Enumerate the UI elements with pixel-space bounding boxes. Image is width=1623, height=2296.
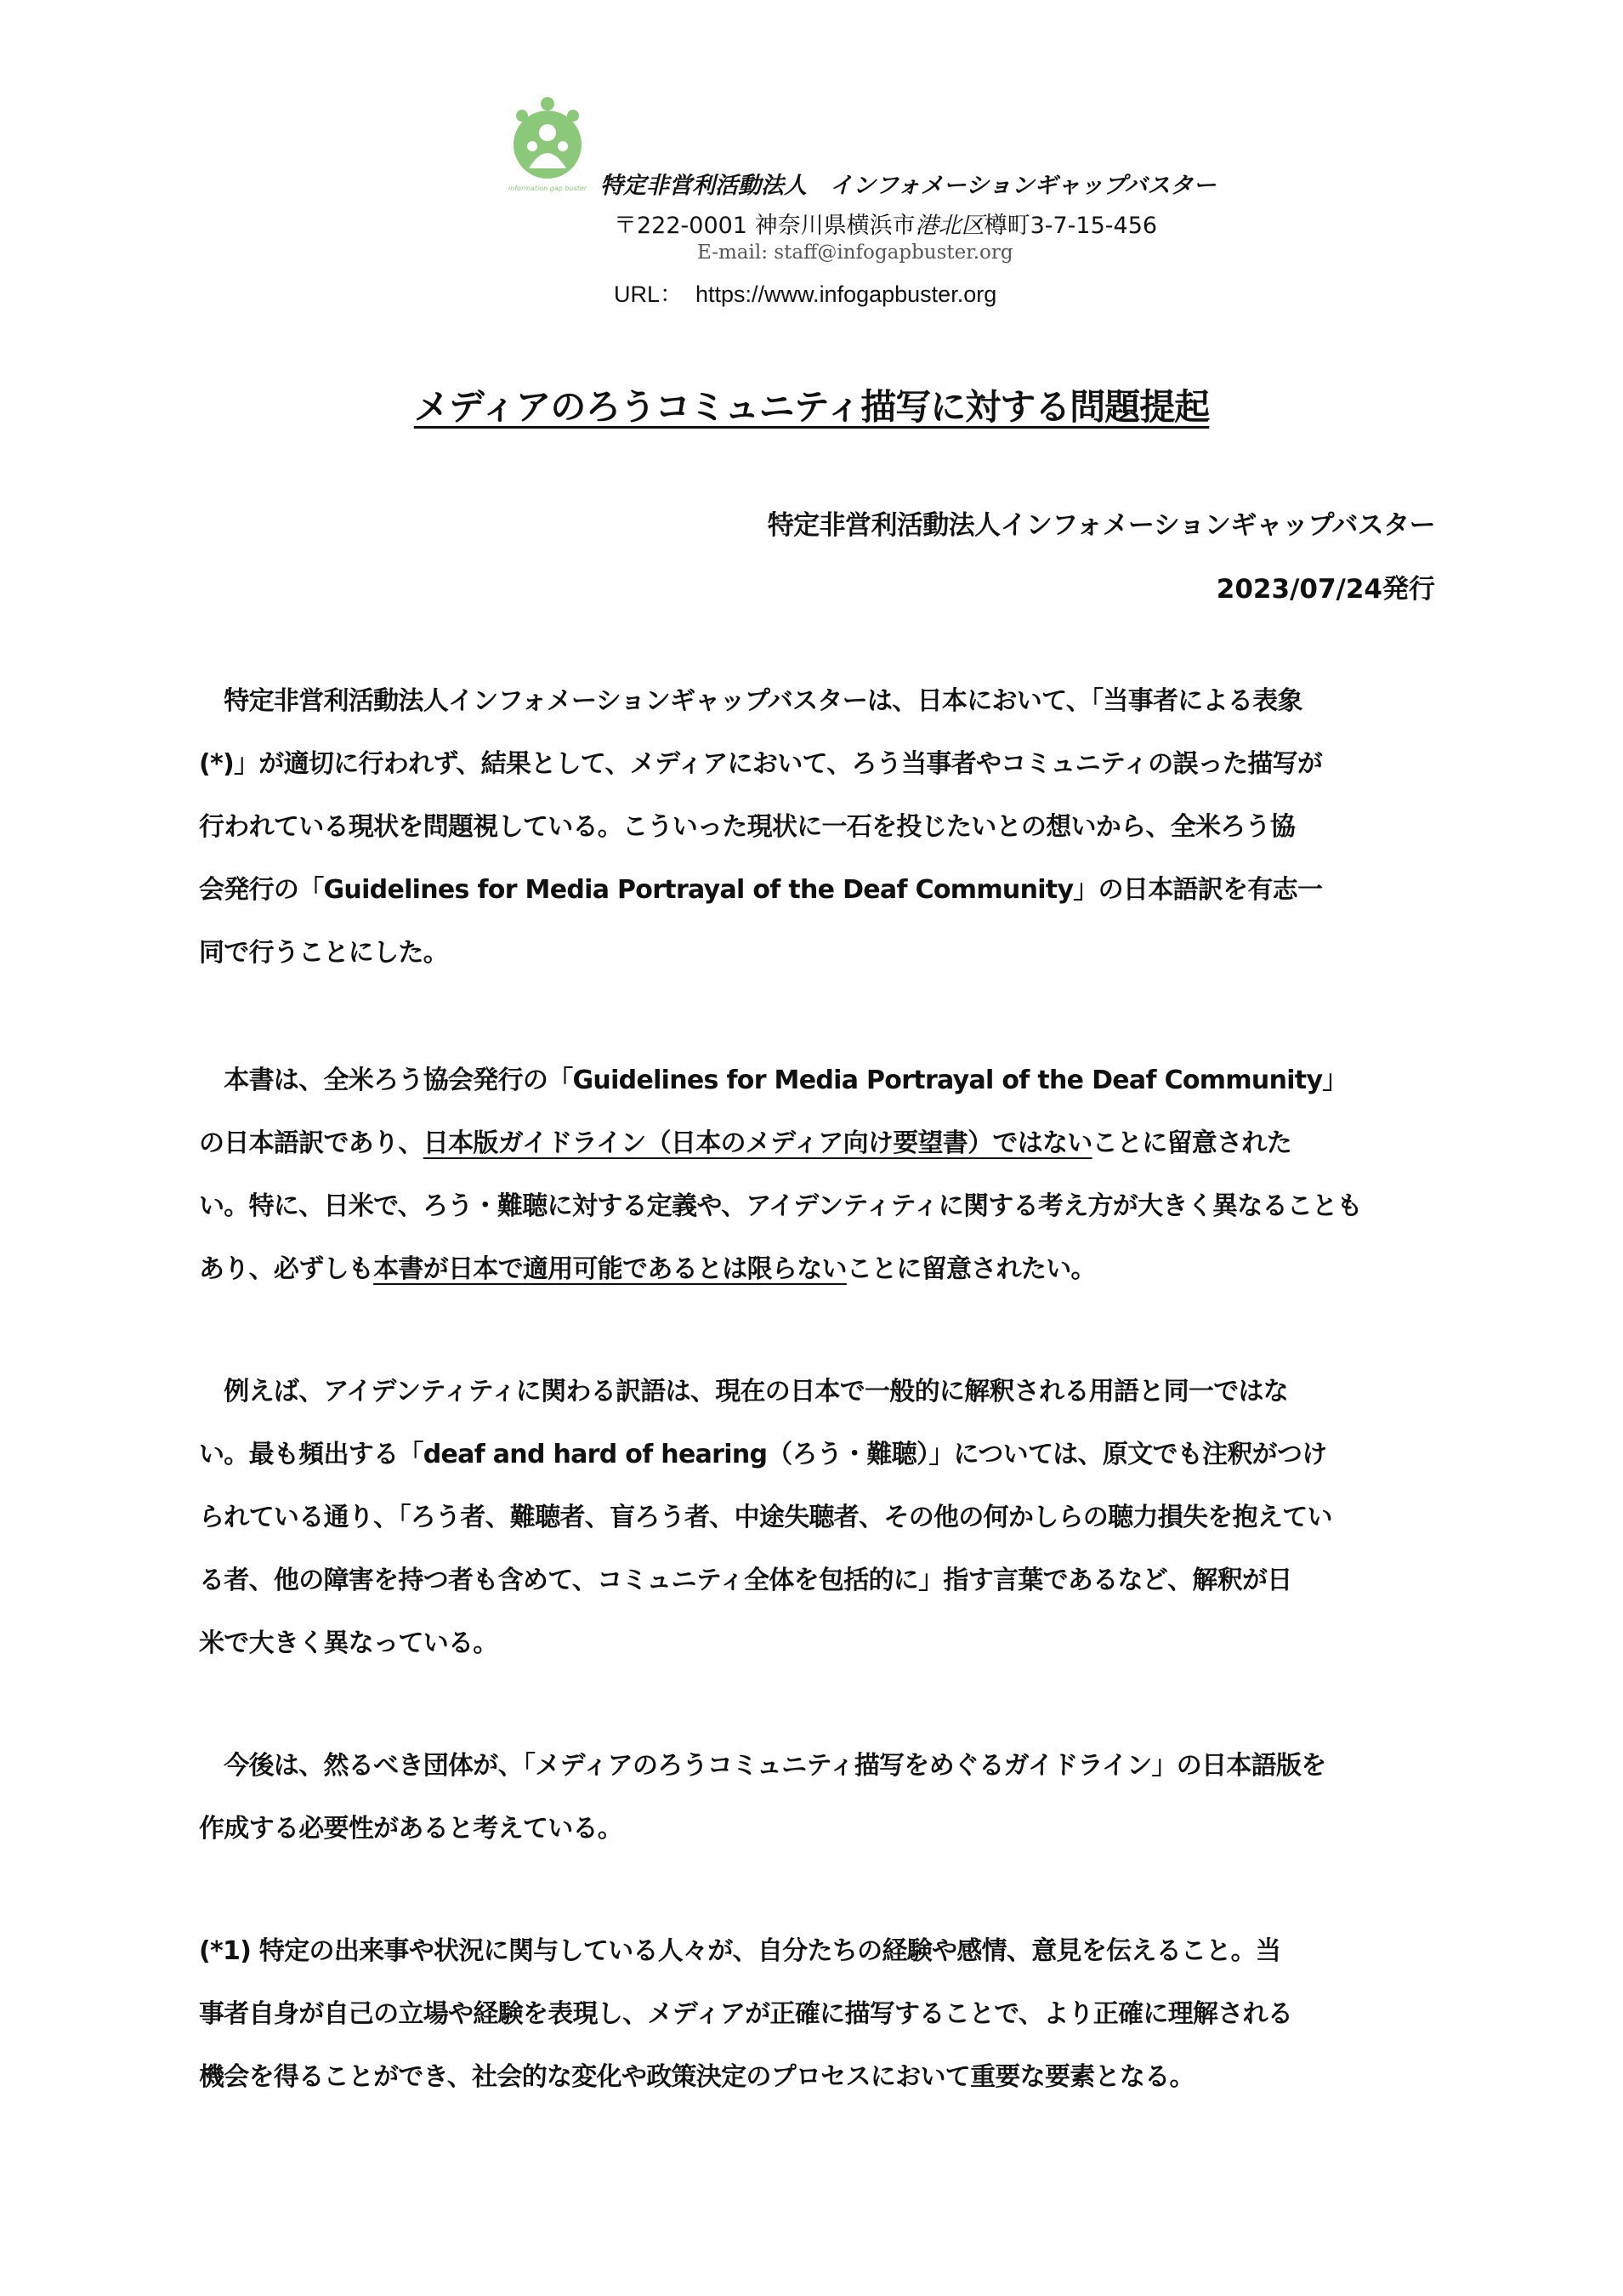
document-title-wrapper bbox=[0, 379, 1623, 430]
organization-name: 特定非営利活動法人 インフォメーションギャップバスター bbox=[600, 173, 1217, 199]
logo-text: information gap buster bbox=[508, 185, 587, 192]
footnote-line: 機会を得ることができ、社会的な変化や政策決定のプロセスにおいて重要な要素となる。 bbox=[199, 2062, 1195, 2092]
paragraph-example bbox=[199, 1361, 1440, 1675]
address-prefix: 〒222-0001 神奈川県横浜市 bbox=[614, 213, 916, 239]
paragraph-line: 会発行の「Guidelines for Media Portrayal of the Deaf Community」の日本語訳を有志一 bbox=[199, 875, 1323, 905]
organization-address bbox=[614, 207, 1464, 240]
paragraph-line: 作成する必要性があると考えている。 bbox=[199, 1814, 623, 1844]
paragraph-line: 行われている現状を問題視している。こういった現状に一石を投じたいとの想いから、全米ろう協 bbox=[199, 812, 1296, 842]
paragraph-line: 例えば、アイデンティティに関わる訳語は、現在の日本で一般的に解釈される用語と同一ではな bbox=[199, 1377, 1289, 1407]
paragraph-line: 同で行うことにした。 bbox=[199, 938, 448, 968]
underlined-emphasis: 本書が日本で適用可能であるとは限らない bbox=[373, 1254, 847, 1284]
underlined-emphasis: 日本版ガイドライン（日本のメディア向け要望書）ではない bbox=[423, 1128, 1092, 1158]
line-text: の日本語訳であり、 bbox=[199, 1128, 423, 1158]
organization-url: URL： https://www.infogapbuster.org bbox=[614, 281, 997, 307]
people-circle-logo-icon bbox=[507, 95, 588, 196]
paragraph-future bbox=[199, 1735, 1440, 1861]
address-suffix: 樽町3-7-15-456 bbox=[984, 213, 1158, 239]
line-text: ことに留意されたい。 bbox=[846, 1254, 1096, 1284]
paragraph-line: い。最も頻出する「deaf and hard of hearing（ろう・難聴）」については、原文でも注釈がつけ bbox=[199, 1440, 1327, 1469]
paragraph-line: 今後は、然るべき団体が、「メディアのろうコミュニティ描写をめぐるガイドライン」の日本語版を bbox=[199, 1751, 1326, 1781]
paragraph-line: い。特に、日米で、ろう・難聴に対する定義や、アイデンティティに関する考え方が大きく異なることも bbox=[199, 1191, 1362, 1221]
issuer-name: 特定非営利活動法人インフォメーションギャップバスター bbox=[767, 510, 1435, 541]
paragraph-line: られている通り、「ろう者、難聴者、盲ろう者、中途失聴者、その他の何かしらの聴力損失を抱えてい bbox=[199, 1503, 1332, 1532]
footnote-line: 事者自身が自己の立場や経験を表現し、メディアが正確に描写することで、より正確に理解される bbox=[199, 1999, 1293, 2029]
address-ward: 港北区 bbox=[915, 213, 985, 239]
paragraph-line: 米で大きく異なっている。 bbox=[199, 1628, 498, 1658]
line-text: あり、必ずしも bbox=[199, 1254, 374, 1284]
line-text: ことに留意された bbox=[1092, 1128, 1292, 1158]
footnote bbox=[199, 1920, 1440, 2109]
paragraph-line: 特定非営利活動法人インフォメーションギャップバスターは、日本において、「当事者による表象 bbox=[199, 686, 1302, 716]
paragraph-line: 本書は、全米ろう協会発行の「Guidelines for Media Portrayal of the Deaf Community」 bbox=[199, 1066, 1348, 1095]
paragraph-intro bbox=[199, 670, 1440, 985]
paragraph-notice bbox=[199, 1049, 1440, 1301]
organization-logo bbox=[507, 95, 588, 196]
document-title: メディアのろうコミュニティ描写に対する問題提起 bbox=[413, 386, 1210, 428]
paragraph-line bbox=[199, 1112, 1440, 1175]
paragraph-line: (*)」が適切に行われず、結果として、メディアにおいて、ろう当事者やコミュニティの誤った描写が bbox=[199, 749, 1323, 779]
footnote-line: (*1) 特定の出来事や状況に関与している人々が、自分たちの経験や感情、意見を伝えること。当 bbox=[199, 1936, 1281, 1966]
paragraph-line: る者、他の障害を持つ者も含めて、コミュニティ全体を包括的に」指す言葉であるなど、解釈が日 bbox=[199, 1566, 1292, 1595]
organization-email: E-mail: staff@infogapbuster.org bbox=[697, 242, 1013, 264]
paragraph-line bbox=[199, 1238, 1440, 1301]
issue-date: 2023/07/24発行 bbox=[1216, 574, 1435, 605]
